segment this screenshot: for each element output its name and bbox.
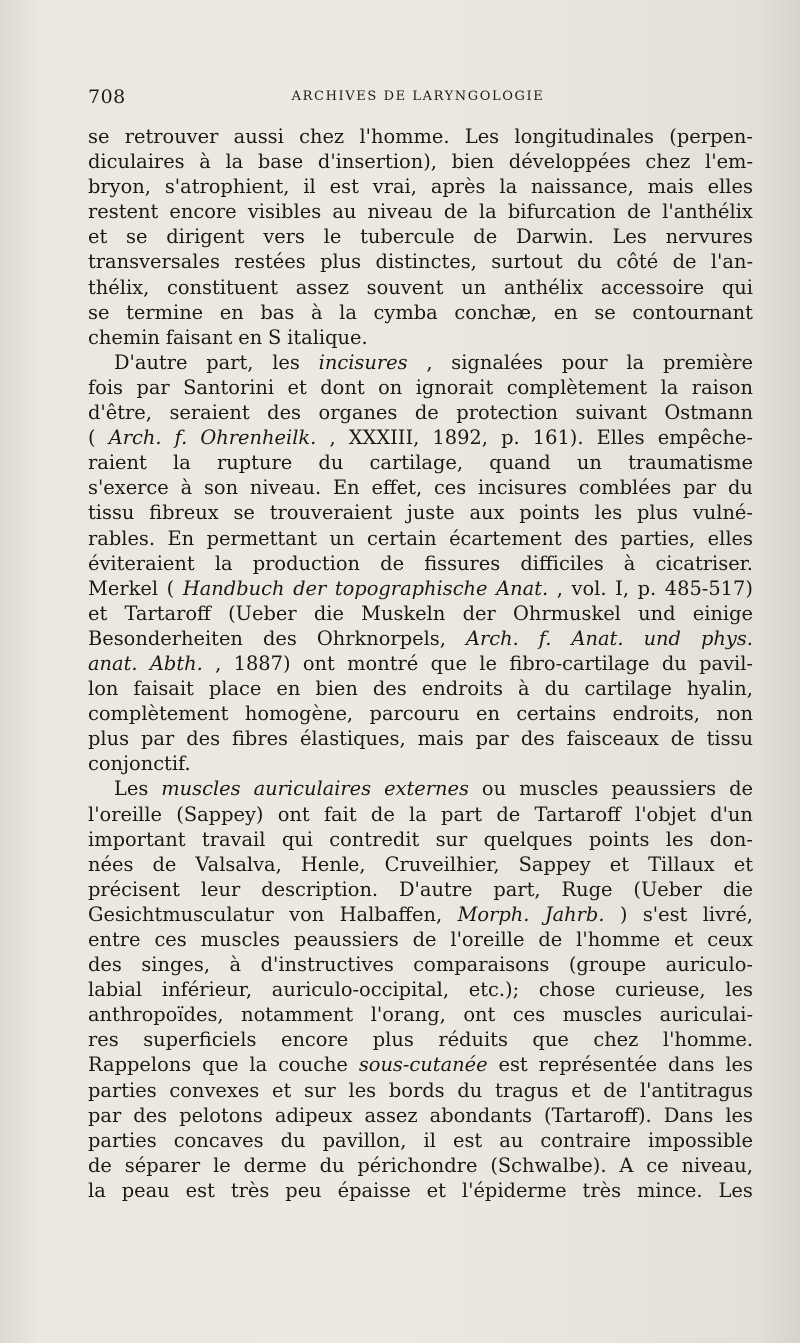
text-line: raient la rupture du cartilage, quand un traumatisme: [88, 451, 753, 475]
text-line: Merkel ( Handbuch der topographische Anat. , vol. I, p. 485-517): [88, 576, 753, 600]
text-line: des singes, à d'instructives comparaisons (groupe auriculo-: [88, 953, 753, 977]
text-line: de séparer le derme du périchondre (Schwalbe). A ce niveau,: [88, 1153, 753, 1177]
text-line: se retrouver aussi chez l'homme. Les longitudinales (perpen-: [88, 125, 753, 148]
text-line: chemin faisant en S italique.: [88, 325, 368, 349]
text-line: anthropoïdes, notamment l'orang, ont ces muscles auriculai-: [88, 1003, 753, 1027]
text-line: conjonctif.: [88, 752, 191, 776]
text-line: par des pelotons adipeux assez abondants (Tartaroff). Dans les: [88, 1103, 753, 1127]
text-line: Les muscles auriculaires externes ou muscles peaussiers de: [114, 777, 753, 801]
text-line: parties convexes et sur les bords du tragus et de l'antitragus: [88, 1078, 753, 1102]
page-header: [88, 86, 748, 110]
text-line: se termine en bas à la cymba conchæ, en se contournant: [88, 300, 753, 324]
text-line: précisent leur description. D'autre part, Ruge (Ueber die: [88, 877, 753, 901]
text-line: anat. Abth. , 1887) ont montré que le fibro-cartilage du pavil-: [88, 651, 753, 675]
text-line: res superficiels encore plus réduits que chez l'homme.: [88, 1028, 753, 1052]
running-title: ARCHIVES DE LARYNGOLOGIE: [291, 89, 545, 104]
text-line: parties concaves du pavillon, il est au contraire impossible: [88, 1128, 753, 1152]
text-line: s'exerce à son niveau. En effet, ces incisures comblées par du: [88, 476, 753, 500]
text-line: entre ces muscles peaussiers de l'oreille de l'homme et ceux: [88, 928, 753, 951]
text-line: complètement homogène, parcouru en certains endroits, non: [88, 702, 753, 726]
text-line: labial inférieur, auriculo-occipital, etc.); chose curieuse, les: [88, 978, 753, 1002]
text-line: transversales restées plus distinctes, surtout du côté de l'an-: [88, 250, 753, 274]
text-line: éviteraient la production de fissures difficiles à cicatriser.: [88, 551, 753, 575]
text-line: tissu fibreux se trouveraient juste aux points les plus vulné-: [88, 501, 753, 525]
text-line: la peau est très peu épaisse et l'épiderme très mince. Les: [88, 1178, 753, 1202]
text-line: et se dirigent vers le tubercule de Darwin. Les nervures: [88, 225, 753, 249]
body-text: [88, 124, 753, 1203]
text-line: nées de Valsalva, Henle, Cruveilhier, Sappey et Tillaux et: [88, 852, 753, 876]
text-line: important travail qui contredit sur quelques points les don-: [88, 827, 753, 851]
text-line: Rappelons que la couche sous-cutanée est représentée dans les: [88, 1053, 753, 1077]
text-line: fois par Santorini et dont on ignorait complètement la raison: [88, 375, 753, 399]
text-line: bryon, s'atrophient, il est vrai, après la naissance, mais elles: [88, 175, 753, 199]
text-line: ( Arch. f. Ohrenheilk. , XXXIII, 1892, p. 161). Elles empêche-: [88, 426, 753, 450]
text-line: Gesichtmusculatur von Halbaffen, Morph. Jahrb. ) s'est livré,: [88, 902, 753, 926]
text-line: d'être, seraient des organes de protection suivant Ostmann: [88, 401, 753, 425]
text-line: plus par des fibres élastiques, mais par des faisceaux de tissu: [88, 727, 753, 751]
text-line: D'autre part, les incisures , signalées pour la première: [114, 350, 753, 374]
text-line: lon faisait place en bien des endroits à du cartilage hyalin,: [88, 677, 753, 701]
page-number: 708: [88, 86, 126, 108]
text-line: Besonderheiten des Ohrknorpels, Arch. f. Anat. und phys.: [88, 626, 753, 650]
text-line: et Tartaroff (Ueber die Muskeln der Ohrmuskel und einige: [88, 601, 753, 625]
text-line: l'oreille (Sappey) ont fait de la part de Tartaroff l'objet d'un: [88, 802, 753, 826]
text-line: diculaires à la base d'insertion), bien développées chez l'em-: [88, 150, 753, 174]
text-line: thélix, constituent assez souvent un anthélix accessoire qui: [88, 275, 753, 299]
text-line: restent encore visibles au niveau de la bifurcation de l'anthélix: [88, 200, 753, 224]
text-line: rables. En permettant un certain écartement des parties, elles: [88, 526, 753, 550]
